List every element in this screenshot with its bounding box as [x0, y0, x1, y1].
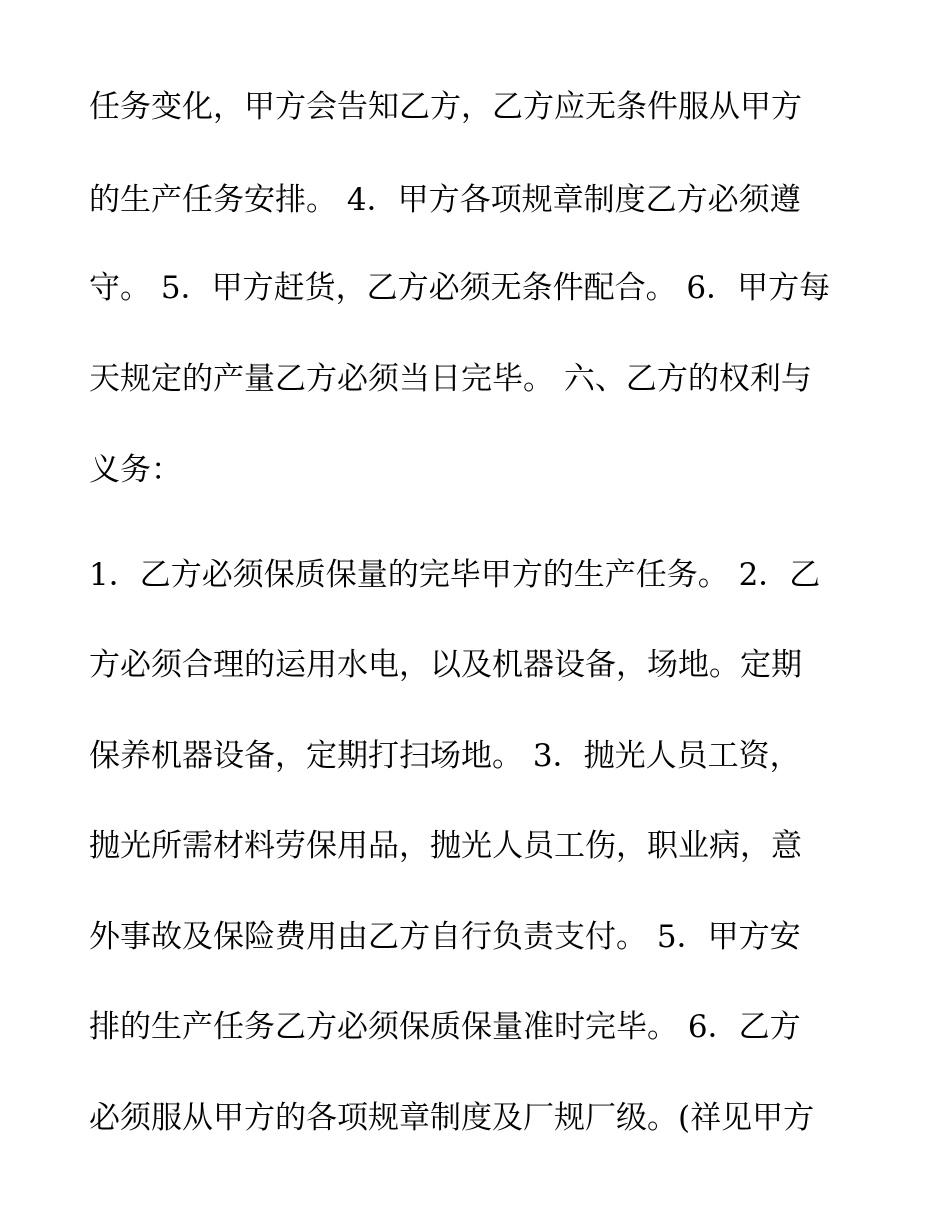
text-line-1: 任务变化，甲方会告知乙方，乙方应无条件服从甲方 — [89, 89, 802, 125]
text-line-6: 1．乙方必须保质保量的完毕甲方的生产任务。 2．乙 — [89, 557, 821, 593]
text-line-9: 抛光所需材料劳保用品，抛光人员工伤，职业病，意 — [89, 828, 802, 864]
text-line-4: 天规定的产量乙方必须当日完毕。 六、乙方的权利与 — [89, 361, 812, 397]
text-line-8: 保养机器设备，定期打扫场地。 3．抛光人员工资， — [89, 738, 801, 774]
text-line-12: 必须服从甲方的各项规章制度及厂规厂级。(祥见甲方 — [89, 1100, 815, 1136]
text-line-3: 守。 5．甲方赶货，乙方必须无条件配合。 6．甲方每 — [89, 270, 831, 306]
text-line-11: 排的生产任务乙方必须保质保量准时完毕。 6．乙方 — [89, 1009, 801, 1045]
text-line-10: 外事故及保险费用由乙方自行负责支付。 5．甲方安 — [89, 919, 801, 955]
text-line-5: 义务： — [89, 452, 182, 488]
text-line-2: 的生产任务安排。 4．甲方各项规章制度乙方必须遵 — [89, 182, 801, 218]
text-line-7: 方必须合理的运用水电，以及机器设备，场地。定期 — [89, 647, 802, 683]
